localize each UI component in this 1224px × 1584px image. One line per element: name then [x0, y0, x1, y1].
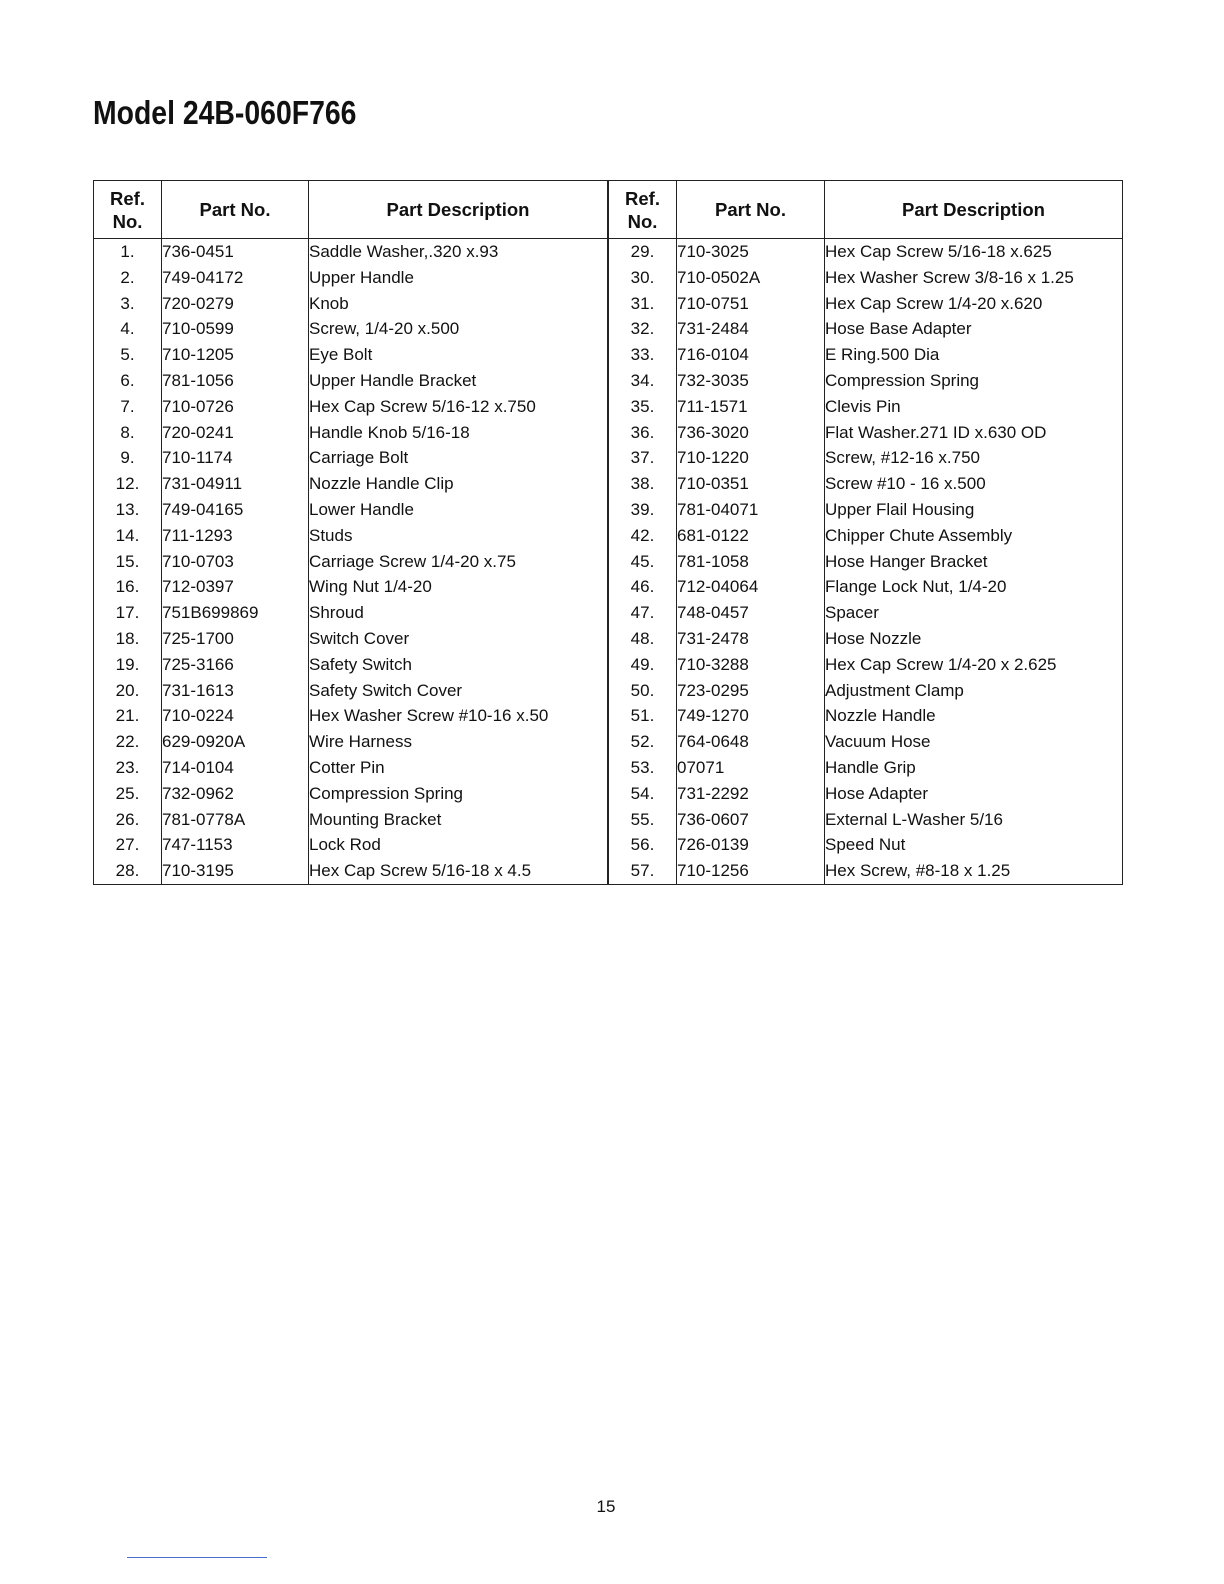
ref-no-cell: 36.: [609, 420, 677, 446]
table-row: [94, 471, 608, 497]
part-description-cell: Handle Grip: [825, 755, 1123, 781]
table-row: [94, 600, 608, 626]
part-no-cell: 749-04165: [162, 497, 309, 523]
part-no-cell: 710-1205: [162, 342, 309, 368]
ref-no-cell: 7.: [94, 394, 162, 420]
part-description-cell: Wire Harness: [309, 729, 608, 755]
ref-no-cell: 34.: [609, 368, 677, 394]
ref-no-cell: 27.: [94, 832, 162, 858]
part-no-cell: 710-0703: [162, 549, 309, 575]
ref-no-cell: 42.: [609, 523, 677, 549]
table-row: [609, 523, 1123, 549]
part-description-cell: Hex Cap Screw 5/16-12 x.750: [309, 394, 608, 420]
table-row: [609, 549, 1123, 575]
part-description-cell: Upper Flail Housing: [825, 497, 1123, 523]
ref-no-cell: 37.: [609, 445, 677, 471]
part-description-cell: Lock Rod: [309, 832, 608, 858]
ref-header-line1: Ref.: [110, 187, 145, 209]
part-description-cell: Carriage Screw 1/4-20 x.75: [309, 549, 608, 575]
table-row: [609, 807, 1123, 833]
table-row: [94, 574, 608, 600]
part-no-cell: 710-0599: [162, 316, 309, 342]
table-row: [609, 755, 1123, 781]
ref-no-cell: 52.: [609, 729, 677, 755]
part-no-cell: 747-1153: [162, 832, 309, 858]
part-description-cell: Adjustment Clamp: [825, 678, 1123, 704]
part-description-header: Part Description: [309, 181, 608, 239]
part-no-cell: 710-3195: [162, 858, 309, 884]
part-no-cell: 681-0122: [677, 523, 825, 549]
part-description-cell: Shroud: [309, 600, 608, 626]
table-header-row: [94, 181, 608, 239]
part-no-cell: 711-1293: [162, 523, 309, 549]
table-row: [609, 626, 1123, 652]
ref-no-cell: 5.: [94, 342, 162, 368]
table-row: [609, 291, 1123, 317]
ref-no-cell: 12.: [94, 471, 162, 497]
table-row: [94, 394, 608, 420]
table-row: [94, 781, 608, 807]
part-no-cell: 725-1700: [162, 626, 309, 652]
table-row: [609, 574, 1123, 600]
table-row: [94, 858, 608, 884]
part-no-cell: 710-1174: [162, 445, 309, 471]
table-header-row: [609, 181, 1123, 239]
part-no-cell: 712-04064: [677, 574, 825, 600]
ref-no-cell: 53.: [609, 755, 677, 781]
part-description-cell: Upper Handle: [309, 265, 608, 291]
ref-no-cell: 25.: [94, 781, 162, 807]
part-no-cell: 748-0457: [677, 600, 825, 626]
page-title: Model 24B-060F766: [93, 94, 357, 131]
ref-no-cell: 18.: [94, 626, 162, 652]
part-description-cell: Screw, #12-16 x.750: [825, 445, 1123, 471]
part-no-cell: 731-2484: [677, 316, 825, 342]
table-row: [609, 858, 1123, 884]
part-description-cell: Cotter Pin: [309, 755, 608, 781]
ref-no-cell: 20.: [94, 678, 162, 704]
part-no-cell: 710-1220: [677, 445, 825, 471]
ref-no-cell: 46.: [609, 574, 677, 600]
table-row: [609, 678, 1123, 704]
part-description-cell: Screw, 1/4-20 x.500: [309, 316, 608, 342]
ref-no-cell: 13.: [94, 497, 162, 523]
ref-no-cell: 16.: [94, 574, 162, 600]
ref-no-cell: 17.: [94, 600, 162, 626]
table-row: [94, 291, 608, 317]
ref-no-cell: 56.: [609, 832, 677, 858]
part-description-cell: Nozzle Handle: [825, 703, 1123, 729]
table-row: [94, 549, 608, 575]
ref-no-cell: 50.: [609, 678, 677, 704]
part-no-cell: 710-1256: [677, 858, 825, 884]
table-row: [94, 755, 608, 781]
part-no-cell: 712-0397: [162, 574, 309, 600]
part-no-cell: 720-0241: [162, 420, 309, 446]
part-description-cell: Lower Handle: [309, 497, 608, 523]
ref-no-cell: 31.: [609, 291, 677, 317]
table-row: [94, 497, 608, 523]
part-no-cell: 725-3166: [162, 652, 309, 678]
table-row: [609, 420, 1123, 446]
ref-no-cell: 23.: [94, 755, 162, 781]
part-no-cell: 726-0139: [677, 832, 825, 858]
table-row: [94, 807, 608, 833]
part-description-cell: Hex Cap Screw 5/16-18 x 4.5: [309, 858, 608, 884]
table-row: [94, 626, 608, 652]
table-row: [609, 394, 1123, 420]
ref-no-cell: 30.: [609, 265, 677, 291]
part-description-cell: Saddle Washer,.320 x.93: [309, 239, 608, 265]
part-no-cell: 781-1058: [677, 549, 825, 575]
ref-no-cell: 1.: [94, 239, 162, 265]
ref-no-cell: 45.: [609, 549, 677, 575]
ref-no-cell: 32.: [609, 316, 677, 342]
part-description-cell: Hose Adapter: [825, 781, 1123, 807]
table-row: [94, 368, 608, 394]
part-no-cell: 781-04071: [677, 497, 825, 523]
part-no-cell: 781-1056: [162, 368, 309, 394]
part-no-cell: 732-0962: [162, 781, 309, 807]
part-description-cell: Hose Hanger Bracket: [825, 549, 1123, 575]
part-description-cell: Speed Nut: [825, 832, 1123, 858]
part-no-cell: 736-0607: [677, 807, 825, 833]
part-description-cell: Upper Handle Bracket: [309, 368, 608, 394]
part-description-cell: Handle Knob 5/16-18: [309, 420, 608, 446]
ref-no-cell: 14.: [94, 523, 162, 549]
part-description-cell: Vacuum Hose: [825, 729, 1123, 755]
part-description-cell: Safety Switch: [309, 652, 608, 678]
table-row: [94, 523, 608, 549]
ref-no-cell: 28.: [94, 858, 162, 884]
part-description-cell: Hose Base Adapter: [825, 316, 1123, 342]
part-no-cell: 07071: [677, 755, 825, 781]
part-description-cell: E Ring.500 Dia: [825, 342, 1123, 368]
part-description-header: Part Description: [825, 181, 1123, 239]
part-no-cell: 714-0104: [162, 755, 309, 781]
part-no-cell: 710-0351: [677, 471, 825, 497]
part-description-cell: Studs: [309, 523, 608, 549]
ref-no-cell: 29.: [609, 239, 677, 265]
parts-table-right-body: [609, 239, 1123, 885]
table-row: [94, 729, 608, 755]
part-no-cell: 751B699869: [162, 600, 309, 626]
part-description-cell: Screw #10 - 16 x.500: [825, 471, 1123, 497]
ref-no-cell: 51.: [609, 703, 677, 729]
ref-no-cell: 8.: [94, 420, 162, 446]
part-description-cell: Flange Lock Nut, 1/4-20: [825, 574, 1123, 600]
parts-table-right: [608, 180, 1123, 885]
table-row: [94, 316, 608, 342]
parts-table-left-body: [94, 239, 608, 885]
part-no-cell: 720-0279: [162, 291, 309, 317]
table-row: [94, 265, 608, 291]
part-description-cell: Knob: [309, 291, 608, 317]
part-no-cell: 710-0224: [162, 703, 309, 729]
ref-no-cell: 57.: [609, 858, 677, 884]
part-description-cell: External L-Washer 5/16: [825, 807, 1123, 833]
table-row: [609, 368, 1123, 394]
part-description-cell: Hex Screw, #8-18 x 1.25: [825, 858, 1123, 884]
ref-no-cell: 26.: [94, 807, 162, 833]
ref-no-cell: 2.: [94, 265, 162, 291]
part-no-cell: 736-3020: [677, 420, 825, 446]
part-no-cell: 731-1613: [162, 678, 309, 704]
ref-no-cell: 35.: [609, 394, 677, 420]
part-no-cell: 710-0502A: [677, 265, 825, 291]
part-description-cell: Mounting Bracket: [309, 807, 608, 833]
part-description-cell: Spacer: [825, 600, 1123, 626]
part-no-header: Part No.: [677, 181, 825, 239]
part-no-cell: 736-0451: [162, 239, 309, 265]
ref-no-header: [609, 181, 677, 239]
table-row: [94, 703, 608, 729]
part-no-cell: 731-04911: [162, 471, 309, 497]
part-description-cell: Hose Nozzle: [825, 626, 1123, 652]
part-no-cell: 710-0751: [677, 291, 825, 317]
part-description-cell: Eye Bolt: [309, 342, 608, 368]
part-no-cell: 749-1270: [677, 703, 825, 729]
part-no-cell: 710-3288: [677, 652, 825, 678]
table-row: [609, 652, 1123, 678]
parts-table-left: [93, 180, 608, 885]
part-description-cell: Nozzle Handle Clip: [309, 471, 608, 497]
ref-no-cell: 55.: [609, 807, 677, 833]
table-row: [94, 342, 608, 368]
part-description-cell: Safety Switch Cover: [309, 678, 608, 704]
part-description-cell: Compression Spring: [309, 781, 608, 807]
footer-link-underline: [127, 1557, 267, 1558]
table-row: [609, 316, 1123, 342]
part-no-cell: 749-04172: [162, 265, 309, 291]
part-no-cell: 731-2478: [677, 626, 825, 652]
ref-no-cell: 49.: [609, 652, 677, 678]
ref-no-cell: 48.: [609, 626, 677, 652]
part-description-cell: Chipper Chute Assembly: [825, 523, 1123, 549]
part-description-cell: Clevis Pin: [825, 394, 1123, 420]
part-no-cell: 710-3025: [677, 239, 825, 265]
table-row: [609, 342, 1123, 368]
table-row: [609, 265, 1123, 291]
ref-header-line1: Ref.: [625, 187, 660, 209]
ref-no-cell: 15.: [94, 549, 162, 575]
table-row: [609, 729, 1123, 755]
ref-no-header: [94, 181, 162, 239]
table-row: [609, 600, 1123, 626]
part-description-cell: Carriage Bolt: [309, 445, 608, 471]
part-description-cell: Hex Cap Screw 5/16-18 x.625: [825, 239, 1123, 265]
ref-no-cell: 19.: [94, 652, 162, 678]
page-number: 15: [596, 1497, 616, 1516]
table-row: [609, 445, 1123, 471]
ref-no-cell: 47.: [609, 600, 677, 626]
ref-header-line2: No.: [112, 210, 143, 232]
table-row: [609, 239, 1123, 265]
part-description-cell: Compression Spring: [825, 368, 1123, 394]
ref-no-cell: 6.: [94, 368, 162, 394]
ref-no-cell: 33.: [609, 342, 677, 368]
ref-no-cell: 9.: [94, 445, 162, 471]
part-description-cell: Switch Cover: [309, 626, 608, 652]
table-row: [609, 703, 1123, 729]
part-description-cell: Wing Nut 1/4-20: [309, 574, 608, 600]
part-no-cell: 723-0295: [677, 678, 825, 704]
ref-no-cell: 39.: [609, 497, 677, 523]
part-description-cell: Flat Washer.271 ID x.630 OD: [825, 420, 1123, 446]
part-description-cell: Hex Cap Screw 1/4-20 x 2.625: [825, 652, 1123, 678]
part-description-cell: Hex Washer Screw 3/8-16 x 1.25: [825, 265, 1123, 291]
table-row: [94, 445, 608, 471]
table-row: [94, 420, 608, 446]
ref-no-cell: 54.: [609, 781, 677, 807]
table-row: [609, 497, 1123, 523]
part-no-cell: 781-0778A: [162, 807, 309, 833]
part-no-cell: 731-2292: [677, 781, 825, 807]
part-description-cell: Hex Washer Screw #10-16 x.50: [309, 703, 608, 729]
table-row: [94, 652, 608, 678]
ref-no-cell: 22.: [94, 729, 162, 755]
part-no-cell: 716-0104: [677, 342, 825, 368]
part-no-header: Part No.: [162, 181, 309, 239]
table-row: [609, 471, 1123, 497]
table-row: [609, 781, 1123, 807]
part-no-cell: 629-0920A: [162, 729, 309, 755]
table-row: [94, 239, 608, 265]
table-row: [94, 832, 608, 858]
ref-no-cell: 21.: [94, 703, 162, 729]
part-description-cell: Hex Cap Screw 1/4-20 x.620: [825, 291, 1123, 317]
part-no-cell: 732-3035: [677, 368, 825, 394]
part-no-cell: 710-0726: [162, 394, 309, 420]
ref-no-cell: 38.: [609, 471, 677, 497]
part-no-cell: 711-1571: [677, 394, 825, 420]
part-no-cell: 764-0648: [677, 729, 825, 755]
table-row: [94, 678, 608, 704]
ref-no-cell: 3.: [94, 291, 162, 317]
ref-no-cell: 4.: [94, 316, 162, 342]
table-row: [609, 832, 1123, 858]
ref-header-line2: No.: [627, 210, 658, 232]
